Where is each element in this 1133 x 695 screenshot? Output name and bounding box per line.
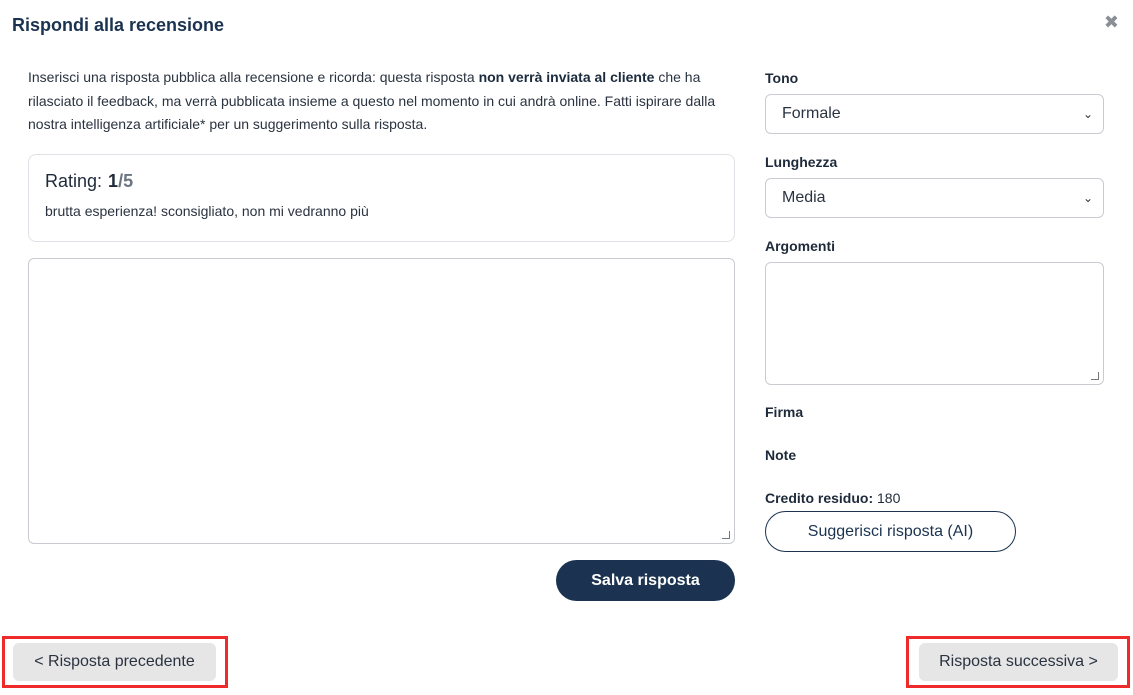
reply-resize-handle[interactable]	[722, 531, 730, 539]
tone-select-value: Formale	[782, 105, 841, 122]
save-reply-button[interactable]: Salva risposta	[556, 560, 735, 601]
topics-label: Argomenti	[765, 238, 835, 254]
rating-max: /5	[118, 171, 134, 191]
review-text: brutta esperienza! sconsigliato, non mi vedranno più	[45, 203, 369, 219]
length-select-value: Media	[782, 189, 826, 206]
reply-textarea[interactable]	[28, 258, 735, 544]
intro-text	[28, 66, 740, 137]
modal-title: Rispondi alla recensione	[12, 15, 225, 35]
topics-textarea[interactable]	[765, 262, 1104, 385]
topics-resize-handle[interactable]	[1091, 372, 1099, 380]
next-reply-button[interactable]: Risposta successiva >	[919, 643, 1118, 681]
tone-select[interactable]	[765, 94, 1104, 134]
length-label: Lunghezza	[765, 154, 838, 170]
rating-line	[45, 171, 133, 192]
credit-info	[765, 490, 900, 506]
rating-label: Rating:	[45, 171, 103, 191]
length-select[interactable]	[765, 178, 1104, 218]
review-card	[28, 154, 735, 242]
suggest-ai-button[interactable]: Suggerisci risposta (AI)	[765, 511, 1016, 552]
previous-reply-button[interactable]: < Risposta precedente	[13, 643, 216, 681]
intro-text-after: che ha rilasciato il feedback, ma verrà pubblicata insieme a questo nel momento in cui andrà online. Fatti ispirare dalla nostra intelligenza artificiale* per un suggerimento sulla risposta.	[28, 69, 716, 132]
intro-text-before: Inserisci una risposta pubblica alla recensione e ricorda: questa risposta	[28, 69, 479, 85]
chevron-down-icon: ⌄	[1082, 191, 1093, 205]
signature-label: Firma	[765, 404, 804, 420]
intro-text-bold: non verrà inviata al cliente	[478, 69, 655, 85]
notes-label: Note	[765, 447, 797, 463]
close-icon[interactable]: ✖	[1103, 12, 1119, 32]
credit-value: 180	[877, 490, 901, 506]
tone-label: Tono	[765, 70, 799, 86]
chevron-down-icon: ⌄	[1082, 107, 1093, 121]
credit-label: Credito residuo:	[765, 490, 874, 506]
rating-value: 1	[108, 171, 119, 191]
